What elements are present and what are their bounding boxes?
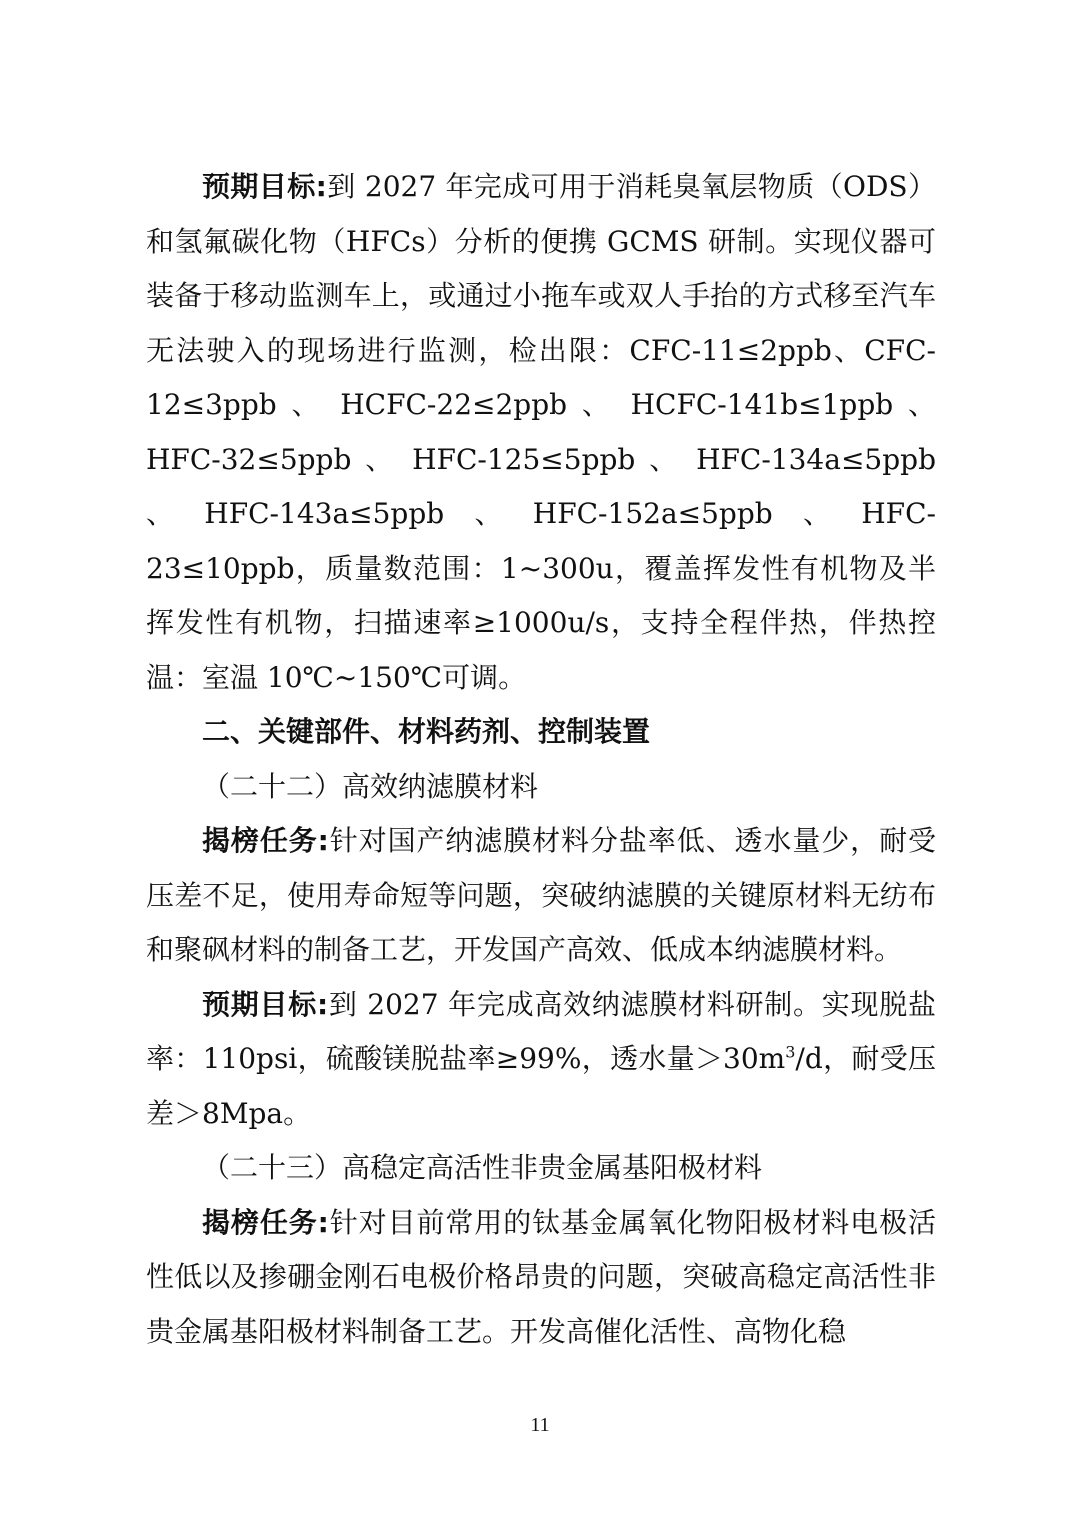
item-22-task-text: 针对国产纳滤膜材料分盐率低、透水量少，耐受压差不足，使用寿命短等问题，突破纳滤膜的关键原材料无纺布和聚砜材料的制备工艺，开发国产高效、低成本纳滤膜材料。 <box>146 824 936 966</box>
page-number: 11 <box>530 1414 550 1436</box>
item-22-task-label: 揭榜任务: <box>202 824 329 857</box>
item-23-task-label: 揭榜任务: <box>202 1205 329 1239</box>
expected-goal-paragraph <box>146 160 936 705</box>
item-23-task-text: 针对目前常用的钛基金属氧化物阳极材料电极活性低以及掺硼金刚石电极价格昂贵的问题，突破高稳定高活性非贵金属基阳极材料制备工艺。开发高催化活性、高物化稳 <box>146 1205 936 1348</box>
item-22-goal-text-a: 到 2027 年完成高效纳滤膜材料研制。实现脱盐率：110psi，硫酸镁脱盐率≥99%，透水量＞30m <box>146 987 936 1075</box>
item-22-task-paragraph <box>146 814 936 978</box>
document-body <box>146 160 936 1359</box>
item-22-goal-text-b: /d，耐受压差＞8Mpa。 <box>146 1042 937 1130</box>
expected-goal-text: 到 2027 年完成可用于消耗臭氧层物质（ODS）和氢氟碳化物（HFCs）分析的便携 GCMS 研制。实现仪器可装备于移动监测车上，或通过小拖车或双人手抬的方式移至汽车无法驶入的现场进行监测，检出限：CFC-11≤2ppb、CFC-12≤3ppb 、 HCFC-22≤2ppb 、 HCFC-141b≤1ppb 、HFC-32≤5ppb 、 HFC-125≤5ppb 、 HFC-134a≤5ppb 、HFC-143a≤5ppb、HFC-152a≤5ppb、HFC-23≤10ppb，质量数范围：1~300u，覆盖挥发性有机物及半挥发性有机物，扫描速率≥1000u/s，支持全程伴热，伴热控温：室温 10℃~150℃可调。 <box>146 170 936 694</box>
item-22-goal-paragraph <box>146 978 936 1142</box>
section-heading: 二、关键部件、材料药剂、控制装置 <box>202 715 651 748</box>
item-23-task-paragraph <box>146 1196 936 1360</box>
item-22-goal-superscript: 3 <box>785 1042 796 1062</box>
expected-goal-label: 预期目标: <box>202 170 327 203</box>
item-22-goal-label: 预期目标: <box>202 987 329 1021</box>
item-22-heading: （二十二）高效纳滤膜材料 <box>202 769 539 803</box>
item-23-heading: （二十三）高稳定高活性非贵金属基阳极材料 <box>202 1151 763 1184</box>
